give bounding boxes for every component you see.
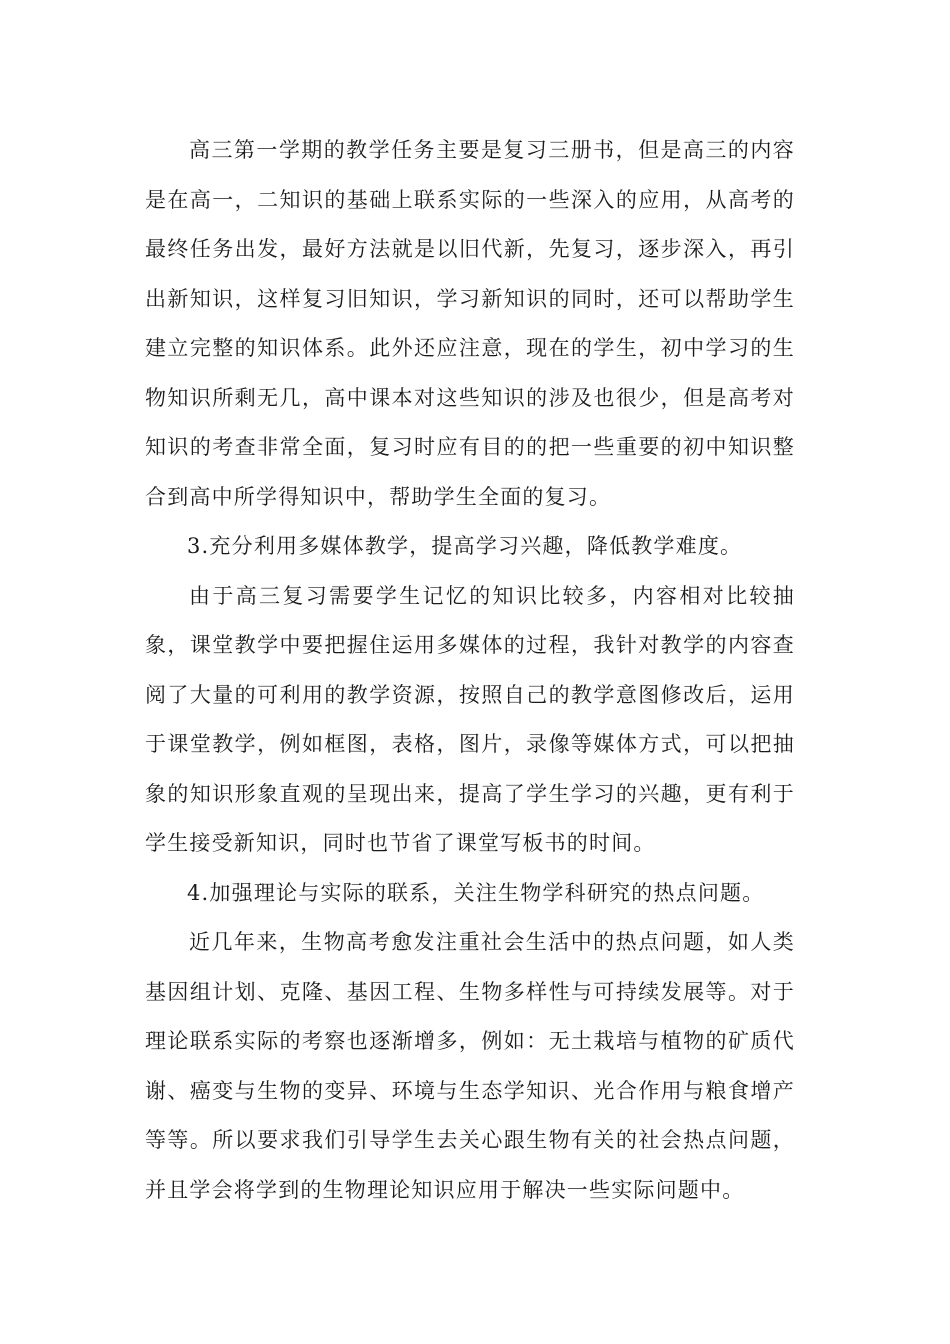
- document-body: [145, 126, 795, 1215]
- heading-theory-practice: 4.加强理论与实际的联系，关注生物学科研究的热点问题。: [187, 880, 765, 905]
- paragraph-theory-practice: 近几年来，生物高考愈发注重社会生活中的热点问题，如人类基因组计划、克隆、基因工程、生物多样性与可持续发展等。对于理论联系实际的考察也逐渐增多，例如：无土栽培与植物的矿质代谢、癌变与生物的变异、环境与生态学知识、光合作用与粮食增产等等。所以要求我们引导学生去关心跟生物有关的社会热点问题，并且学会将学到的生物理论知识应用于解决一些实际问题中。: [145, 930, 795, 1202]
- paragraph-multimedia-teaching: 由于高三复习需要学生记忆的知识比较多，内容相对比较抽象，课堂教学中要把握住运用多媒体的过程，我针对教学的内容查阅了大量的可利用的教学资源，按照自己的教学意图修改后，运用于课堂教学，例如框图，表格，图片，录像等媒体方式，可以把抽象的知识形象直观的呈现出来，提高了学生学习的兴趣，更有利于学生接受新知识，同时也节省了课堂写板书的时间。: [145, 583, 795, 855]
- paragraph-review-strategy: 高三第一学期的教学任务主要是复习三册书，但是高三的内容是在高一，二知识的基础上联系实际的一些深入的应用，从高考的最终任务出发，最好方法就是以旧代新，先复习，逐步深入，再引出新知识，这样复习旧知识，学习新知识的同时，还可以帮助学生建立完整的知识体系。此外还应注意，现在的学生，初中学习的生物知识所剩无几，高中课本对这些知识的涉及也很少，但是高考对知识的考查非常全面，复习时应有目的的把一些重要的初中知识整合到高中所学得知识中，帮助学生全面的复习。: [145, 138, 795, 509]
- heading-multimedia-teaching: 3.充分利用多媒体教学，提高学习兴趣，降低教学难度。: [187, 534, 743, 558]
